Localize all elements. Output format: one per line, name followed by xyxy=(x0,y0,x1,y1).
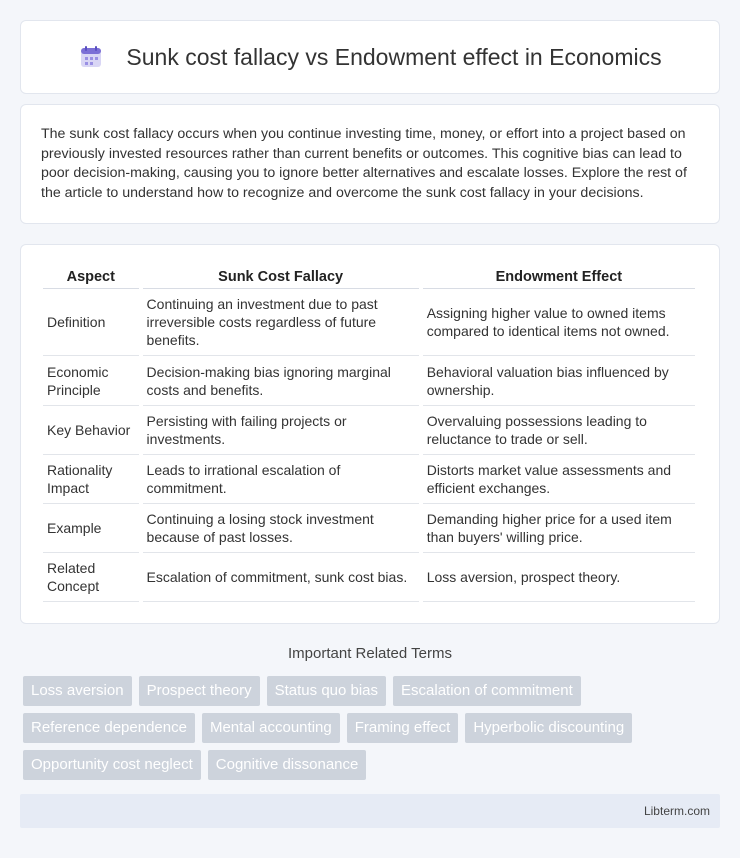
row-aspect: Definition xyxy=(43,289,139,356)
row-sunk: Continuing a losing stock investment because of past losses. xyxy=(143,504,419,553)
row-sunk: Leads to irrational escalation of commitment. xyxy=(143,455,419,504)
row-aspect: Rationality Impact xyxy=(43,455,139,504)
related-term-tag[interactable]: Opportunity cost neglect xyxy=(23,750,201,780)
table-row xyxy=(43,289,695,356)
row-endow: Distorts market value assessments and efficient exchanges. xyxy=(423,455,695,504)
related-term-tag[interactable]: Prospect theory xyxy=(139,676,260,706)
row-sunk: Decision-making bias ignoring marginal costs and benefits. xyxy=(143,356,419,406)
row-aspect: Example xyxy=(43,504,139,553)
footer xyxy=(20,794,720,828)
title-card xyxy=(20,20,720,94)
related-term-tag[interactable]: Status quo bias xyxy=(267,676,386,706)
row-aspect: Key Behavior xyxy=(43,406,139,455)
row-endow: Overvaluing possessions leading to reluctance to trade or sell. xyxy=(423,406,695,455)
intro-paragraph: The sunk cost fallacy occurs when you continue investing time, money, or effort into a project based on previously invested resources rather than current benefits or outcomes. This cognitive bias can lead to poor decision-making, causing you to ignore better alternatives and escalate losses. Explore the rest of the article to understand how to recognize and overcome the sunk cost fallacy in your decisions. xyxy=(41,126,687,201)
row-sunk: Escalation of commitment, sunk cost bias. xyxy=(143,553,419,602)
header-endowment: Endowment Effect xyxy=(423,267,695,289)
table-row xyxy=(43,504,695,553)
related-term-tag[interactable]: Mental accounting xyxy=(202,713,340,743)
related-term-tag[interactable]: Framing effect xyxy=(347,713,459,743)
row-aspect: Related Concept xyxy=(43,553,139,602)
table-row xyxy=(43,356,695,406)
row-sunk: Persisting with failing projects or investments. xyxy=(143,406,419,455)
table-row xyxy=(43,553,695,602)
header-sunk-cost: Sunk Cost Fallacy xyxy=(143,267,419,289)
intro-card xyxy=(20,104,720,224)
row-aspect: Economic Principle xyxy=(43,356,139,406)
row-endow: Behavioral valuation bias influenced by ownership. xyxy=(423,356,695,406)
footer-source[interactable]: Libterm.com xyxy=(643,804,710,818)
comparison-table xyxy=(39,267,699,602)
table-row xyxy=(43,455,695,504)
related-terms-list xyxy=(23,676,723,787)
related-term-tag[interactable]: Escalation of commitment xyxy=(393,676,581,706)
row-sunk: Continuing an investment due to past irreversible costs regardless of future benefits. xyxy=(143,289,419,356)
table-row xyxy=(43,406,695,455)
row-endow: Demanding higher price for a used item than buyers' willing price. xyxy=(423,504,695,553)
row-endow: Assigning higher value to owned items compared to identical items not owned. xyxy=(423,289,695,356)
calendar-icon xyxy=(78,44,104,70)
related-term-tag[interactable]: Hyperbolic discounting xyxy=(465,713,632,743)
related-term-tag[interactable]: Reference dependence xyxy=(23,713,195,743)
related-terms-heading: Important Related Terms xyxy=(288,645,452,662)
page-title: Sunk cost fallacy vs Endowment effect in Economics xyxy=(126,43,662,70)
related-term-tag[interactable]: Loss aversion xyxy=(23,676,132,706)
related-term-tag[interactable]: Cognitive dissonance xyxy=(208,750,367,780)
table-header-row xyxy=(43,267,695,289)
row-endow: Loss aversion, prospect theory. xyxy=(423,553,695,602)
header-aspect: Aspect xyxy=(43,267,139,289)
comparison-table-card xyxy=(20,244,720,624)
